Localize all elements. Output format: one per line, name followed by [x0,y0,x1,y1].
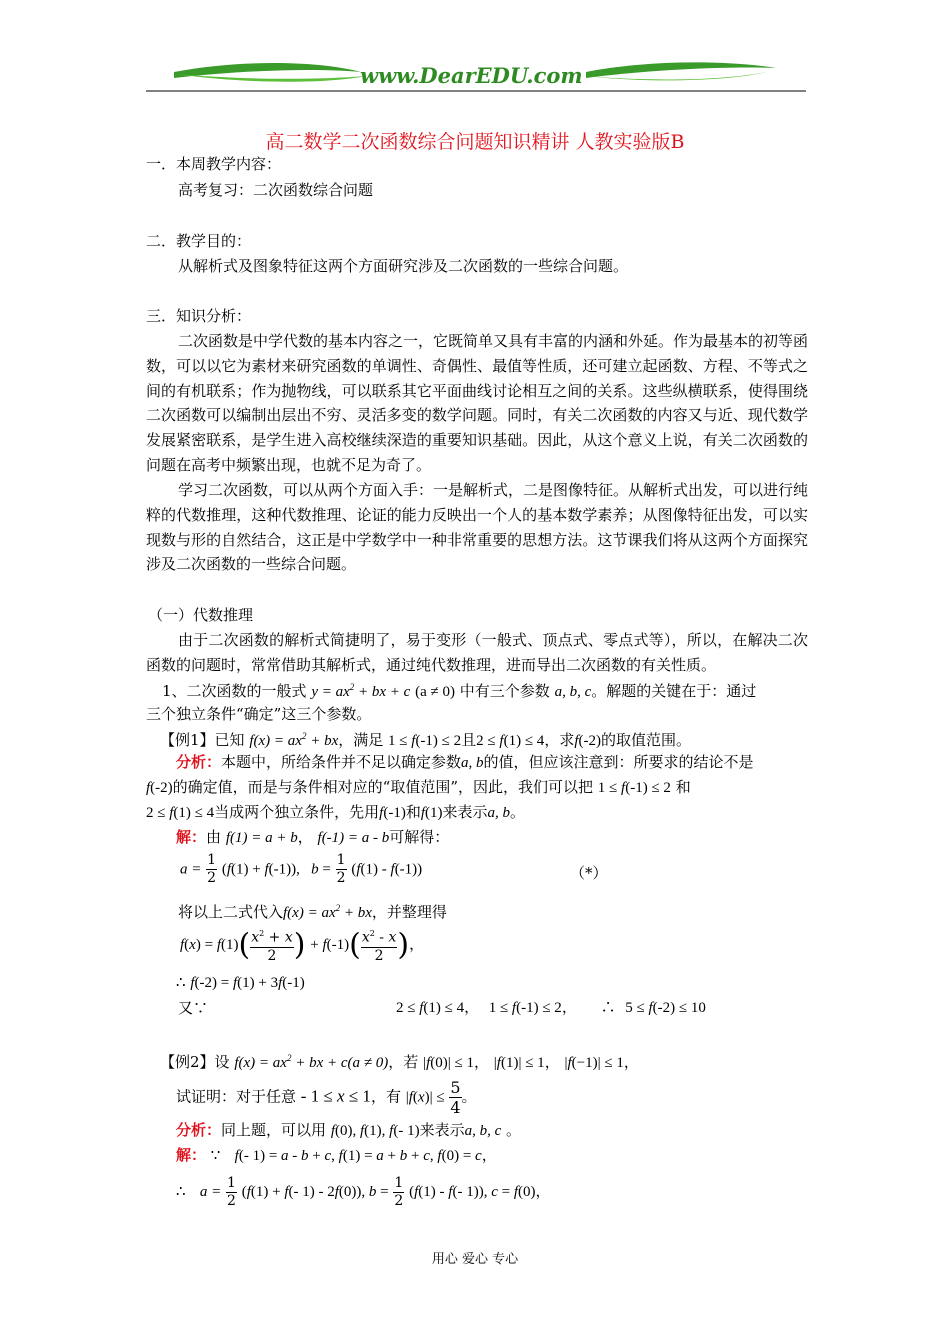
ex1-cond-1: 1 ≤ f(-1) ≤ 2 [388,733,462,749]
ex2-prove-2: ，有 [370,1087,401,1106]
therefore-symbol: ∴ [176,973,186,991]
ex2-cond-3: |f(−1)| ≤ 1 [564,1055,624,1071]
ex1-solution-label: 解： [176,828,207,846]
part1-heading: （一）代数推理 [148,606,254,624]
cond-2-repeat: 2 ≤ f(1) ≤ 4 [146,805,215,821]
ex1-analysis-8: 。 [510,803,526,821]
ex1-analysis-line-1 [176,750,754,776]
ex1-analysis-3: 的确定值，而是与条件相对应的“取值范围”，因此，我们可以把 [172,778,594,796]
ex1-cond-2: 2 ≤ f(1) ≤ 4 [476,733,545,749]
ex1-text-4: ，求 [544,731,575,749]
ex2-cond-1: |f(0)| ≤ 1 [423,1055,474,1071]
example2-statement [160,1046,639,1076]
logo-text: www.DearEDU.com [360,63,583,88]
f-neg2: f(-2) [146,780,173,796]
sec3-paragraph-2: 学习二次函数，可以从两个方面入手：一是解析式，二是图像特征。从解析式出发，可以进行纯粹的代数推理，这种代数推理、论证的能力反映出一个人的基本数学素养；从图像特征出发，可以实现数与形的自然结合，这正是中学数学中一种非常重要的思想方法。这节课我们将从这两个方面探究涉及二次函数的一些综合问题。 [146,481,809,574]
ex1-sol-4: 将以上二式代入 [178,903,284,921]
sec2-body: 从解析式及图象特征这两个方面研究涉及二次函数的一些综合问题。 [178,257,629,275]
ex2-therefore-line: ∴ a = $\frac{1}{2}$ (f(1) + f(- 1) - 2f(0)), b = $\frac{1}{2}$ (f(1) - f(- 1)), c = f(0)， [176,1174,551,1209]
ex2-text-1: 设 [214,1053,230,1071]
page-title: 高二数学二次函数综合问题知识精讲 人教实验版B [265,131,685,153]
ex2-analysis-line: 分析：同上题，可以用 f(0), f(1), f(- 1)来表示a, b, c 。 [176,1121,522,1139]
ex1-target: f(-2) [574,733,601,749]
ex2-sep-2: ， [544,1053,560,1071]
ex1-sol-3: 可解得： [389,828,450,846]
f-1: f(1) [420,805,443,821]
ex1-because-label: 又∵ [178,999,209,1017]
ex2-sep-1: ， [473,1053,489,1071]
ex2-analysis-2: 来表示 [419,1121,465,1139]
params-ab-2: a, b [487,805,511,821]
because-symbol: ∵ [210,1146,221,1164]
ex1-analysis-5: 当成两个独立条件，先用 [214,803,380,821]
ex1-analysis-4: 和 [675,778,691,796]
ex1-fx-expression: f(x) = f(1)( $\frac{x^2 + x}{2}$ ) + f(-1)( $\frac{x^2 - x}{2}$ )， [180,925,424,969]
ex2-cond-2: |f(1)| ≤ 1 [493,1055,545,1071]
ex1-text-5: 的取值范围。 [601,731,692,749]
ex1-sol-2: ， [297,828,313,846]
ex2-prove-3: 。 [461,1087,477,1106]
ex2-prove-1: 试证明：对于任意 [176,1087,297,1106]
ex1-analysis-line-2 [146,775,691,801]
ex1-analysis-2: 的值，但应该注意到：所要求的结论不是 [483,753,754,771]
item1-text-a: 1、二次函数的一般式 [162,682,307,700]
cond-1-repeat: 1 ≤ f(-1) ≤ 2 [597,780,671,796]
ex1-function: $f(x) = ax^2$ + bx [249,731,339,749]
ex2-function: $f(x) = ax^2$ + bx + c(a ≠ 0) [234,1053,389,1071]
eq-fneg1: f(-1) = a - b [317,830,390,846]
ex2-prove-line: 试证明：对于任意 - 1 ≤ x ≤ 1，有 |f(x)| ≤ $\frac{5}{4}$ 。 [176,1078,477,1117]
ex2-analysis-1: 同上题，可以用 [221,1121,327,1139]
general-form-formula: $y = ax^2$ + bx + c [311,682,411,700]
example1-tag: 【例1】 [160,731,215,749]
sec2-heading: 二．教学目的： [146,232,252,250]
ex2-analysis-label: 分析： [176,1121,222,1139]
example2-tag: 【例2】 [160,1053,215,1071]
ex1-text-1: 已知 [214,731,245,749]
eq-f1: f(1) = a + b [225,830,298,846]
item1-text-c: 。解题的关键在于：通过 [591,682,757,700]
ex1-sol-5: ，并整理得 [371,903,447,921]
ex1-analysis-line-3 [146,800,525,826]
ex1-solved-ab: a = $\frac{1}{2}$ (f(1) + f(-1)), b = $\frac{1}{2}$ (f(1) - f(-1)) [180,852,423,886]
a-nonzero-condition: (a ≠ 0) [415,684,455,700]
ex2-solution-label: 解： [176,1146,207,1164]
ex1-text-2: ，满足 [338,731,384,749]
f-neg1: f(-1) [379,805,406,821]
ex1-therefore-line: ∴ f(-2) = f(1) + 3f(-1) [176,973,305,991]
ex1-solution-line-1 [176,825,449,851]
part1-paragraph: 由于二次函数的解析式简捷明了，易于变形（一般式、顶点式、零点式等），所以，在解决二次函数的问题时，常常借助其解析式，通过纯代数推理，进而导出二次函数的有关性质。 [146,631,808,674]
ex1-analysis-7: 来表示 [442,803,488,821]
params-ab: a, b [461,755,484,771]
page-footer: 用心 爱心 专心 [431,1252,519,1267]
therefore-symbol-2: ∴ [176,1182,186,1200]
ex2-solution-line: 解： ∵ f(- 1) = a - b + c, f(1) = a + b + c, f(0) = c， [176,1146,497,1164]
ex1-star-mark: （*） [570,864,608,882]
sec1-body: 高考复习：二次函数综合问题 [178,181,374,199]
ex1-text-3: 且 [461,731,477,749]
header-logo [146,58,806,94]
params-abc: a, b, c [554,684,592,700]
ex1-analysis-1: 本题中，所给条件并不足以确定参数 [221,753,462,771]
ex1-solution-line-3 [178,896,447,926]
item1-line [162,675,756,705]
ex1-sol-1: 由 [206,828,222,846]
ex2-sep-3: ， [623,1053,639,1071]
ex1-final-inequalities: 2 ≤ f(1) ≤ 4， 1 ≤ f(-1) ≤ 2， ∴ 5 ≤ f(-2) ≤ 10 [396,998,706,1016]
ex2-text-2: ，若 [388,1053,419,1071]
ex2-analysis-3: 。 [506,1121,522,1139]
item1-text-d: 三个独立条件“确定”这三个参数。 [146,705,372,723]
ex1-function-2: $f(x) = ax^2$ + bx [283,903,372,921]
item1-text-b: 中有三个参数 [459,682,550,700]
ex1-analysis-label: 分析： [176,753,222,771]
sec3-heading: 三．知识分析： [146,307,252,325]
sec3-paragraph-1: 二次函数是中学代数的基本内容之一，它既简单又具有丰富的内涵和外延。作为最基本的初等函数，可以以它为素材来研究函数的单调性、奇偶性、最值等性质，还可建立起函数、方程、不等式之间的有机联系；作为抛物线，可以联系其它平面曲线讨论相互之间的关系。这些纵横联系，使得围绕二次函数可以编制出层出不穷、灵活多变的数学问题。同时，有关二次函数的内容又与近、现代数学发展紧密联系，是学生进入高校继续深造的重要知识基础。因此，从这个意义上说，有关二次函数的问题在高考中频繁出现，也就不足为奇了。 [146,332,809,474]
sec1-heading: 一．本周教学内容： [146,155,282,173]
ex1-analysis-6: 和 [405,803,421,821]
